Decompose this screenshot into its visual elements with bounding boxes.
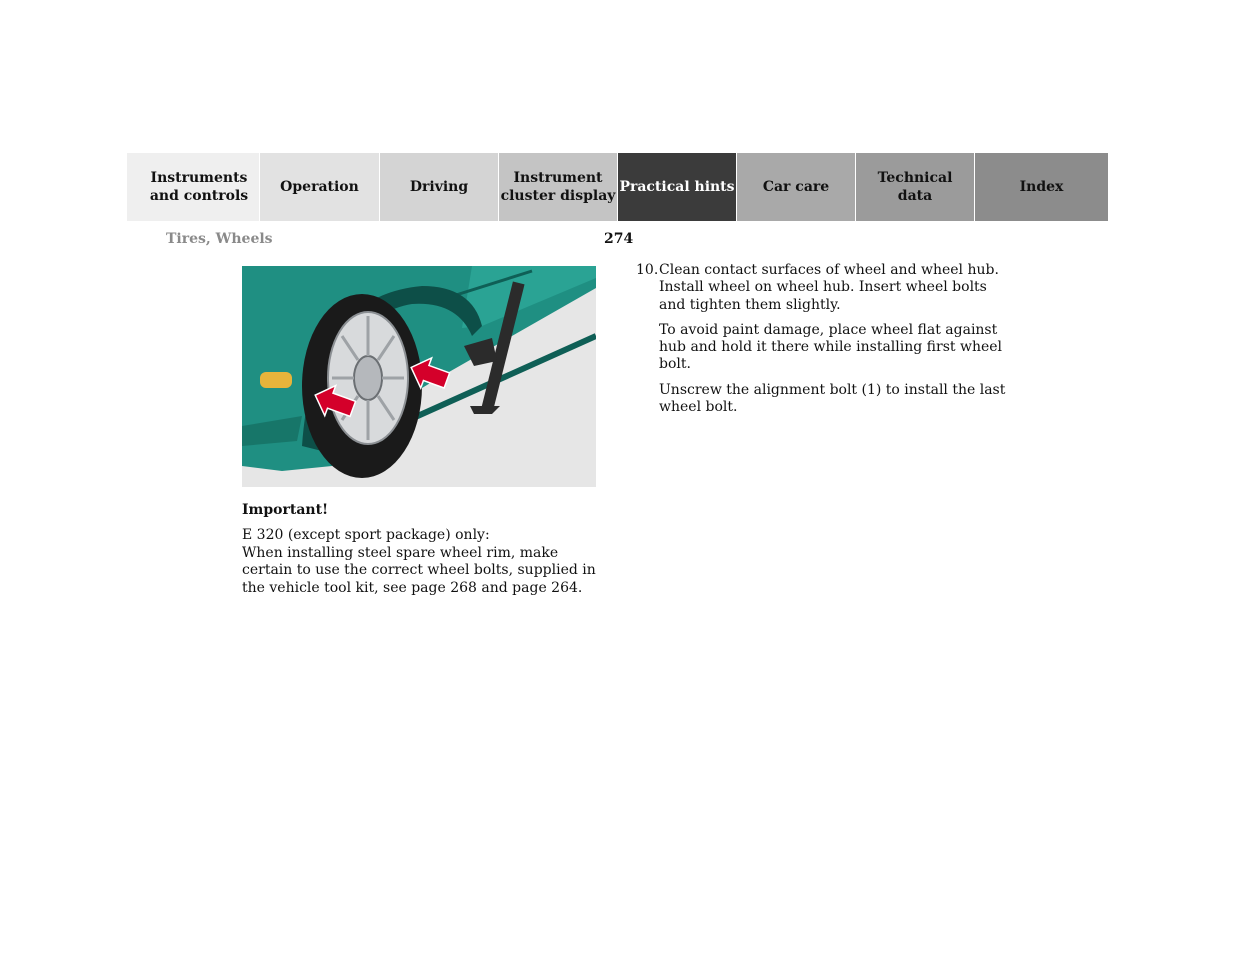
- tab-instrument-cluster-display[interactable]: [498, 153, 617, 221]
- wheel-installation-illustration: [242, 266, 596, 487]
- tab-technical-data[interactable]: [855, 153, 974, 221]
- illustration-svg: [242, 266, 596, 487]
- tab-practical-hints[interactable]: [617, 153, 736, 221]
- tab-label: Practical hints: [619, 179, 735, 195]
- step-number: 10.: [636, 262, 659, 278]
- step-paragraph: Unscrew the alignment bolt (1) to install the last wheel bolt.: [659, 381, 1006, 416]
- tab-car-care[interactable]: [736, 153, 855, 221]
- section-title: Tires, Wheels: [166, 231, 273, 247]
- tab-label: Operation: [280, 179, 359, 195]
- turn-signal: [260, 372, 292, 388]
- page-number: 274: [604, 231, 634, 247]
- step-item: [636, 262, 1006, 416]
- tab-driving[interactable]: [379, 153, 498, 221]
- important-note: [242, 527, 602, 597]
- step-content: [659, 262, 1006, 416]
- important-note-line: E 320 (except sport package) only:: [242, 527, 490, 543]
- important-heading: Important!: [242, 502, 329, 518]
- step-paragraph: Clean contact surfaces of wheel and wheel hub. Install wheel on wheel hub. Insert wheel bolts and tighten them slightly.: [659, 262, 999, 313]
- tab-instruments-and-controls[interactable]: [127, 153, 259, 221]
- tab-label: Instrument cluster display: [500, 170, 616, 204]
- tab-operation[interactable]: [259, 153, 379, 221]
- chapter-tab-bar: [127, 153, 1108, 221]
- tab-label: Technical data: [877, 170, 953, 204]
- tab-label: Index: [1019, 179, 1064, 195]
- tab-label: Driving: [409, 179, 469, 195]
- tab-index[interactable]: [974, 153, 1108, 221]
- tab-label: Instruments and controls: [149, 170, 249, 204]
- step-list: [636, 262, 1006, 424]
- important-note-text: When installing steel spare wheel rim, make certain to use the correct wheel bolts, supplied in the vehicle tool kit, see page 268 and page 264.: [242, 544, 596, 596]
- step-paragraph: To avoid paint damage, place wheel flat against hub and hold it there while installing first wheel bolt.: [659, 321, 1003, 373]
- wheel-hub: [354, 356, 382, 400]
- tab-label: Car care: [762, 179, 830, 195]
